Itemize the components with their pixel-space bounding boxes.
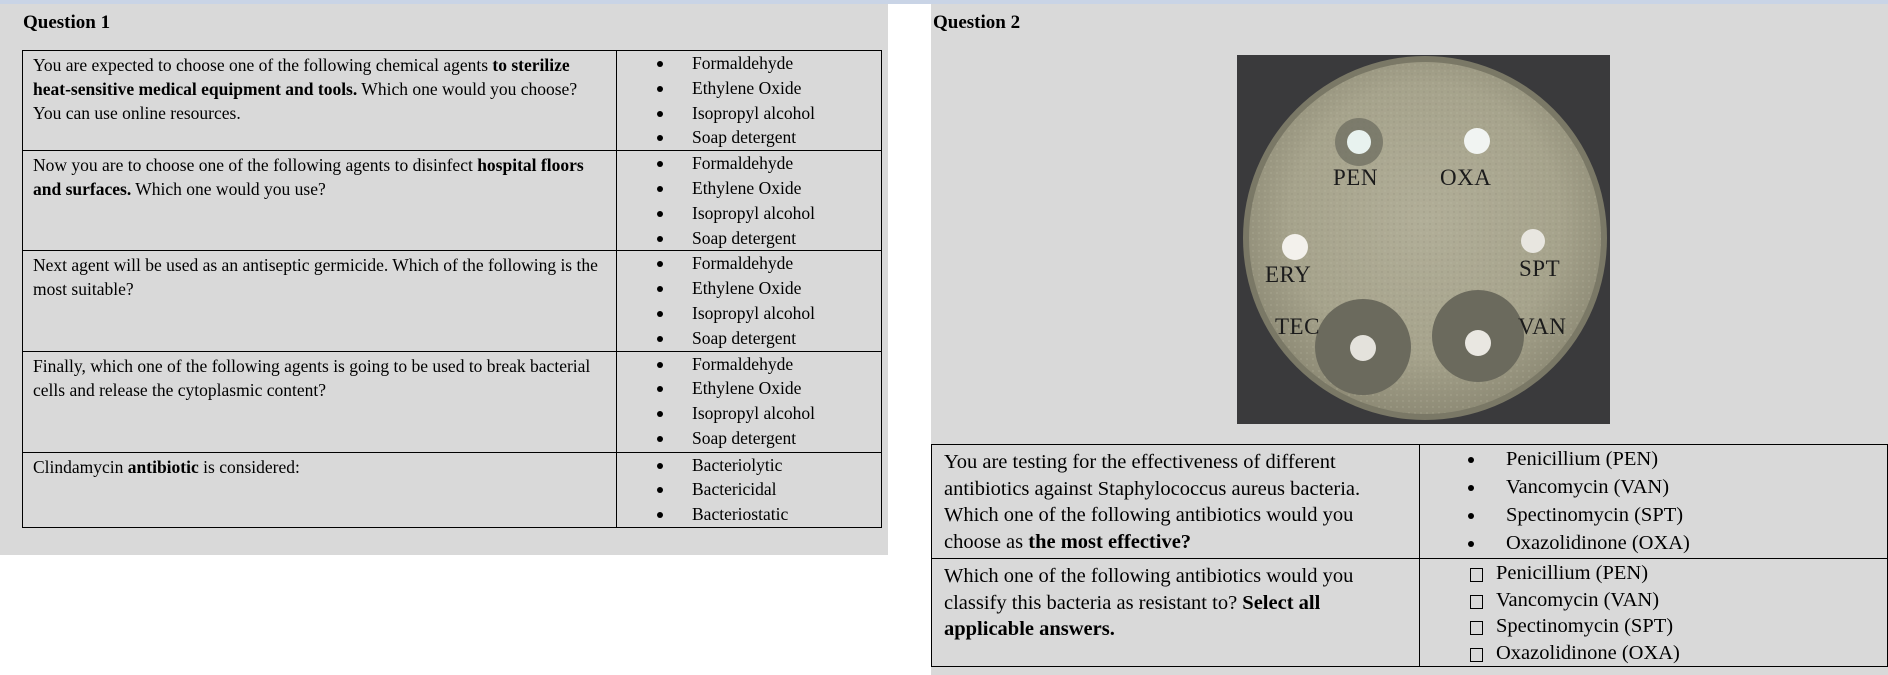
disc-spt: [1521, 229, 1545, 253]
option-formaldehyde[interactable]: Formaldehyde: [617, 51, 881, 76]
option-bacteriostatic[interactable]: Bacteriostatic: [617, 502, 881, 527]
question-2-table: [931, 444, 1888, 667]
question-emphasis: to sterilize heat-sensitive medical equipment and tools.: [33, 55, 570, 99]
option-soap-detergent[interactable]: Soap detergent: [617, 125, 881, 150]
question-2-panel: [931, 4, 1888, 675]
question-text: is considered:: [198, 456, 300, 477]
petri-dish-svg: [1237, 55, 1610, 424]
checkbox-vancomycin[interactable]: Vancomycin (VAN): [1420, 587, 1887, 614]
table-row: [23, 452, 882, 527]
question-cell: [932, 445, 1420, 559]
option-oxazolidinone[interactable]: Oxazolidinone (OXA): [1420, 529, 1887, 557]
option-soap-detergent[interactable]: Soap detergent: [617, 226, 881, 251]
disc-ery: [1282, 234, 1308, 260]
checkbox-penicillium[interactable]: Penicillium (PEN): [1420, 560, 1887, 587]
label-spt: SPT: [1519, 256, 1561, 281]
question-text: Which one would you choose? You can use online resources.: [33, 79, 578, 123]
option-soap-detergent[interactable]: Soap detergent: [617, 426, 881, 451]
label-pen: PEN: [1333, 165, 1378, 190]
options-cell: [1420, 559, 1888, 667]
question-text: Next agent will be used as an antiseptic germicide. Which of the following is the most suitable?: [33, 255, 598, 300]
question-cell: [23, 51, 617, 151]
question-emphasis: hospital floors and surfaces.: [33, 155, 584, 200]
disc-pen: [1347, 130, 1371, 154]
options-cell: [617, 251, 882, 351]
table-row: [932, 445, 1888, 559]
label-oxa: OXA: [1440, 165, 1492, 190]
option-isopropyl-alcohol[interactable]: Isopropyl alcohol: [617, 401, 881, 426]
question-text: Which one would you use?: [131, 179, 326, 200]
table-row: [932, 559, 1888, 667]
disc-van: [1465, 330, 1491, 356]
disc-oxa: [1464, 128, 1490, 154]
question-cell: [23, 452, 617, 527]
option-ethylene-oxide[interactable]: Ethylene Oxide: [617, 376, 881, 401]
options-cell: [617, 452, 882, 527]
label-van: VAN: [1518, 314, 1567, 339]
option-isopropyl-alcohol[interactable]: Isopropyl alcohol: [617, 201, 881, 226]
label-ery: ERY: [1265, 262, 1312, 287]
checkbox-oxazolidinone[interactable]: Oxazolidinone (OXA): [1420, 640, 1887, 667]
option-ethylene-oxide[interactable]: Ethylene Oxide: [617, 76, 881, 101]
question-text: Which one of the following antibiotics would you classify this bacteria as resistant to?: [944, 565, 1354, 614]
question-cell: [23, 351, 617, 452]
question-cell: [23, 151, 617, 251]
question-2-title: Question 2: [933, 12, 1021, 33]
table-row: [23, 251, 882, 351]
question-emphasis: antibiotic: [127, 456, 199, 477]
option-vancomycin[interactable]: Vancomycin (VAN): [1420, 473, 1887, 501]
option-ethylene-oxide[interactable]: Ethylene Oxide: [617, 276, 881, 301]
question-text: Clindamycin: [33, 456, 128, 477]
question-1-table: [22, 50, 882, 528]
question-text: Finally, which one of the following agents is going to be used to break bacterial cells and release the cytoplasmic content?: [33, 355, 591, 400]
table-row: [23, 51, 882, 151]
question-text: Now you are to choose one of the following agents to disinfect: [33, 155, 478, 176]
question-cell: [23, 251, 617, 351]
question-1-title: Question 1: [23, 12, 111, 33]
option-spectinomycin[interactable]: Spectinomycin (SPT): [1420, 501, 1887, 529]
option-bacteriolytic[interactable]: Bacteriolytic: [617, 453, 881, 478]
table-row: [23, 151, 882, 251]
question-emphasis: the most effective?: [1028, 530, 1192, 553]
question-1-panel: [0, 4, 888, 555]
petri-dish-image: [1237, 55, 1610, 424]
disc-tec: [1350, 335, 1376, 361]
question-cell: [932, 559, 1420, 667]
option-formaldehyde[interactable]: Formaldehyde: [617, 151, 881, 176]
question-text: You are testing for the effectiveness of different antibiotics against Staphylococcus aureus bacteria. Which one of the following antibiotics would you choose as: [944, 451, 1361, 553]
option-isopropyl-alcohol[interactable]: Isopropyl alcohol: [617, 301, 881, 326]
label-tec: TEC: [1275, 314, 1320, 339]
table-row: [23, 351, 882, 452]
option-bactericidal[interactable]: Bactericidal: [617, 477, 881, 502]
option-soap-detergent[interactable]: Soap detergent: [617, 326, 881, 351]
option-formaldehyde[interactable]: Formaldehyde: [617, 251, 881, 276]
option-isopropyl-alcohol[interactable]: Isopropyl alcohol: [617, 101, 881, 126]
question-text: You are expected to choose one of the following chemical agents: [33, 55, 493, 75]
checkbox-spectinomycin[interactable]: Spectinomycin (SPT): [1420, 613, 1887, 640]
options-cell: [1420, 445, 1888, 559]
options-cell: [617, 351, 882, 452]
option-penicillium[interactable]: Penicillium (PEN): [1420, 445, 1887, 473]
question-emphasis: Select all applicable answers.: [944, 591, 1321, 640]
option-ethylene-oxide[interactable]: Ethylene Oxide: [617, 176, 881, 201]
option-formaldehyde[interactable]: Formaldehyde: [617, 352, 881, 377]
options-cell: [617, 51, 882, 151]
options-cell: [617, 151, 882, 251]
